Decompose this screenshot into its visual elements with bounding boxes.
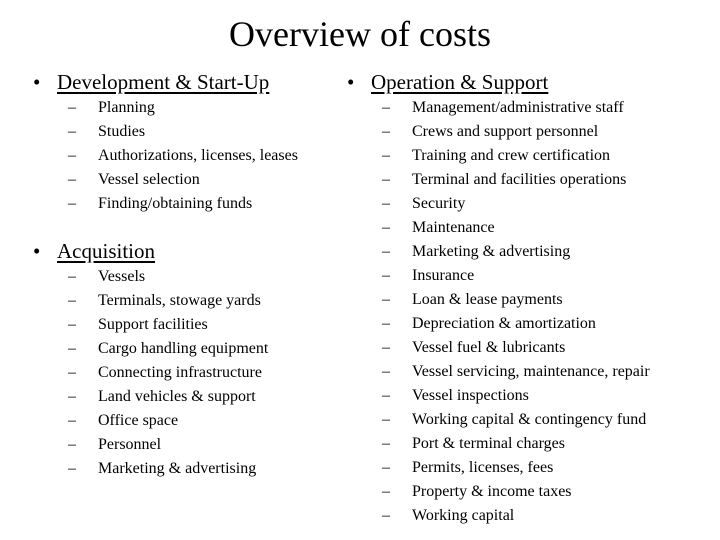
dash-icon: – [68,99,76,116]
development-list [68,96,298,216]
dash-icon: – [68,364,76,381]
dash-icon: – [382,243,390,260]
list-item-label: Permits, licenses, fees [412,459,554,476]
dash-icon: – [382,147,390,164]
dash-icon: – [68,316,76,333]
list-item-label: Training and crew certification [412,147,611,164]
list-item [382,480,650,504]
dash-icon: – [382,195,390,212]
list-item [382,456,650,480]
bullet-icon: • [33,239,41,263]
slide-title: Overview of costs [229,14,491,54]
dash-icon: – [68,436,76,453]
dash-icon: – [382,291,390,308]
section-heading-label: Development & Start-Up [57,70,270,94]
section-heading-development [33,69,269,95]
list-item [382,144,650,168]
list-item-label: Property & income taxes [412,483,572,500]
list-item [382,192,650,216]
list-item [68,385,268,409]
list-item-label: Office space [98,412,179,429]
dash-icon: – [382,363,390,380]
dash-icon: – [68,171,76,188]
list-item [68,192,298,216]
list-item [382,432,650,456]
list-item [382,120,650,144]
list-item-label: Vessel inspections [412,387,529,404]
list-item-label: Vessel servicing, maintenance, repair [412,363,650,380]
list-item-label: Vessel selection [98,171,200,188]
list-item-label: Crews and support personnel [412,123,599,140]
list-item [68,457,268,481]
list-item [382,264,650,288]
list-item [382,240,650,264]
section-heading-operation [347,69,548,95]
list-item-label: Vessels [98,268,146,285]
dash-icon: – [382,99,390,116]
list-item-label: Support facilities [98,316,208,333]
list-item-label: Cargo handling equipment [98,340,269,357]
list-item [68,120,298,144]
list-item [68,289,268,313]
list-item-label: Port & terminal charges [412,435,565,452]
operation-list [382,96,650,528]
list-item-label: Depreciation & amortization [412,315,596,332]
dash-icon: – [382,219,390,236]
list-item-label: Finding/obtaining funds [98,195,253,212]
dash-icon: – [68,460,76,477]
dash-icon: – [68,147,76,164]
dash-icon: – [68,292,76,309]
bullet-icon: • [33,70,41,94]
dash-icon: – [382,315,390,332]
list-item [382,360,650,384]
list-item [68,337,268,361]
dash-icon: – [68,412,76,429]
list-item-label: Planning [98,99,155,116]
list-item [68,433,268,457]
list-item-label: Studies [98,123,146,140]
list-item-label: Terminal and facilities operations [412,171,627,188]
section-heading-label: Acquisition [57,239,155,263]
list-item-label: Authorizations, licenses, leases [98,147,298,164]
list-item [68,361,268,385]
list-item [382,312,650,336]
list-item [68,265,268,289]
dash-icon: – [68,268,76,285]
list-item-label: Management/administrative staff [412,99,624,116]
list-item [382,288,650,312]
dash-icon: – [382,459,390,476]
list-item [68,409,268,433]
dash-icon: – [68,340,76,357]
list-item-label: Vessel fuel & lubricants [412,339,566,356]
list-item-label: Working capital [412,507,515,524]
list-item-label: Working capital & contingency fund [412,411,647,428]
list-item-label: Loan & lease payments [412,291,563,308]
dash-icon: – [382,339,390,356]
dash-icon: – [382,123,390,140]
acquisition-list [68,265,268,481]
list-item [382,336,650,360]
dash-icon: – [382,411,390,428]
dash-icon: – [68,123,76,140]
list-item-label: Terminals, stowage yards [98,292,261,309]
list-item [382,216,650,240]
section-heading-label: Operation & Support [371,70,549,94]
list-item [382,408,650,432]
list-item-label: Marketing & advertising [412,243,571,260]
dash-icon: – [382,483,390,500]
list-item [382,384,650,408]
section-heading-acquisition [33,238,155,264]
list-item-label: Connecting infrastructure [98,364,262,381]
list-item-label: Security [412,195,466,212]
list-item-label: Marketing & advertising [98,460,257,477]
list-item [68,144,298,168]
list-item [68,96,298,120]
bullet-icon: • [347,70,355,94]
dash-icon: – [382,507,390,524]
list-item [382,504,650,528]
list-item-label: Insurance [412,267,475,284]
dash-icon: – [68,195,76,212]
list-item-label: Personnel [98,436,162,453]
list-item [68,168,298,192]
list-item [382,168,650,192]
dash-icon: – [382,267,390,284]
dash-icon: – [382,171,390,188]
dash-icon: – [382,435,390,452]
list-item-label: Land vehicles & support [98,388,256,405]
list-item-label: Maintenance [412,219,495,236]
dash-icon: – [382,387,390,404]
list-item [382,96,650,120]
dash-icon: – [68,388,76,405]
list-item [68,313,268,337]
